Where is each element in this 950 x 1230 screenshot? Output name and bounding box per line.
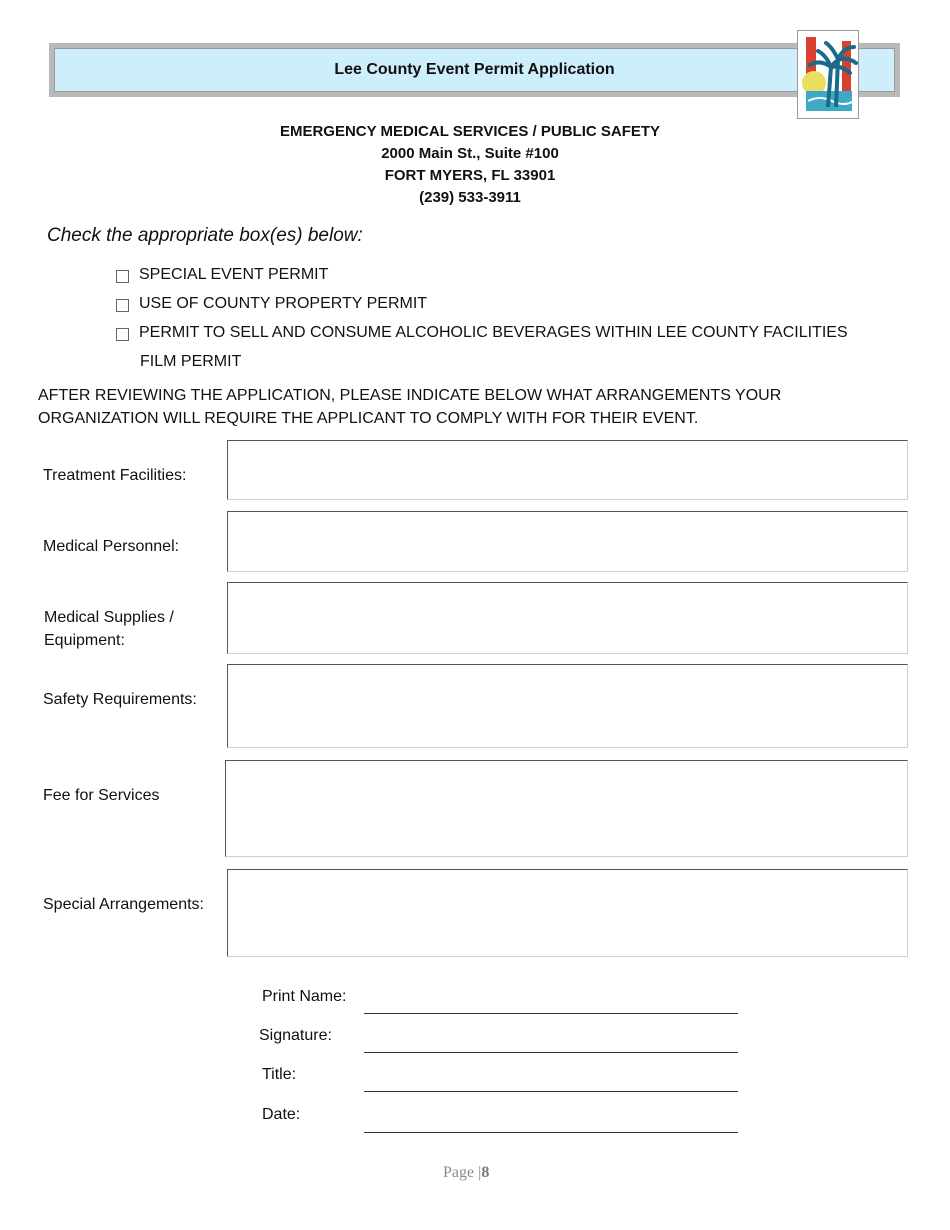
page-number bbox=[443, 1164, 489, 1182]
treatment-facilities-field[interactable] bbox=[227, 440, 908, 500]
permit-option-label: FILM PERMIT bbox=[140, 353, 242, 370]
special-arrangements-field[interactable] bbox=[227, 869, 908, 957]
permit-option-label: SPECIAL EVENT PERMIT bbox=[139, 266, 329, 283]
date-line[interactable] bbox=[364, 1132, 738, 1133]
title-line[interactable] bbox=[364, 1091, 738, 1092]
print-name-line[interactable] bbox=[364, 1013, 738, 1014]
permit-option-county-property[interactable] bbox=[116, 295, 427, 313]
agency-address-block bbox=[0, 121, 940, 209]
special-arrangements-label: Special Arrangements: bbox=[43, 896, 204, 913]
medical-supplies-label-line: Medical Supplies / bbox=[44, 609, 174, 626]
medical-personnel-label: Medical Personnel: bbox=[43, 538, 180, 555]
permit-option-film bbox=[140, 353, 241, 371]
city-state-zip: FORT MYERS, FL 33901 bbox=[384, 167, 556, 184]
phone-number: (239) 533-3911 bbox=[419, 189, 521, 206]
medical-personnel-field[interactable] bbox=[227, 511, 908, 572]
page-number-value: 8 bbox=[481, 1164, 490, 1181]
checkbox-instruction: Check the appropriate box(es) below: bbox=[47, 225, 363, 246]
title-banner bbox=[49, 43, 900, 97]
fee-for-services-label: Fee for Services bbox=[43, 787, 160, 804]
palm-tree-logo-icon bbox=[797, 30, 859, 119]
agency-name: EMERGENCY MEDICAL SERVICES / PUBLIC SAFETY bbox=[279, 123, 661, 140]
street-address: 2000 Main St., Suite #100 bbox=[381, 145, 559, 162]
review-instructions bbox=[38, 384, 838, 430]
special-event-checkbox[interactable] bbox=[116, 270, 129, 283]
permit-option-alcohol[interactable] bbox=[116, 324, 848, 342]
fee-for-services-field[interactable] bbox=[225, 760, 908, 857]
title-label: Title: bbox=[262, 1066, 297, 1083]
medical-supplies-label bbox=[44, 606, 174, 652]
permit-option-label: USE OF COUNTY PROPERTY PERMIT bbox=[139, 295, 428, 312]
review-text-line: AFTER REVIEWING THE APPLICATION, PLEASE INDICATE BELOW WHAT ARRANGEMENTS YOUR bbox=[38, 387, 782, 404]
date-label: Date: bbox=[262, 1106, 301, 1123]
safety-requirements-field[interactable] bbox=[227, 664, 908, 748]
alcohol-permit-checkbox[interactable] bbox=[116, 328, 129, 341]
county-property-checkbox[interactable] bbox=[116, 299, 129, 312]
page-title: Lee County Event Permit Application bbox=[334, 61, 615, 78]
page-prefix: Page | bbox=[443, 1164, 482, 1181]
permit-option-label: PERMIT TO SELL AND CONSUME ALCOHOLIC BEVERAGES WITHIN LEE COUNTY FACILITIES bbox=[139, 324, 848, 341]
signature-line[interactable] bbox=[364, 1052, 738, 1053]
signature-label: Signature: bbox=[259, 1027, 332, 1044]
permit-option-special-event[interactable] bbox=[116, 266, 328, 284]
safety-requirements-label: Safety Requirements: bbox=[43, 691, 197, 708]
title-banner-fill bbox=[54, 48, 895, 92]
medical-supplies-field[interactable] bbox=[227, 582, 908, 654]
medical-supplies-label-line: Equipment: bbox=[44, 632, 125, 649]
print-name-label: Print Name: bbox=[262, 988, 347, 1005]
review-text-line: ORGANIZATION WILL REQUIRE THE APPLICANT TO COMPLY WITH FOR THEIR EVENT. bbox=[38, 410, 699, 427]
treatment-facilities-label: Treatment Facilities: bbox=[43, 467, 187, 484]
